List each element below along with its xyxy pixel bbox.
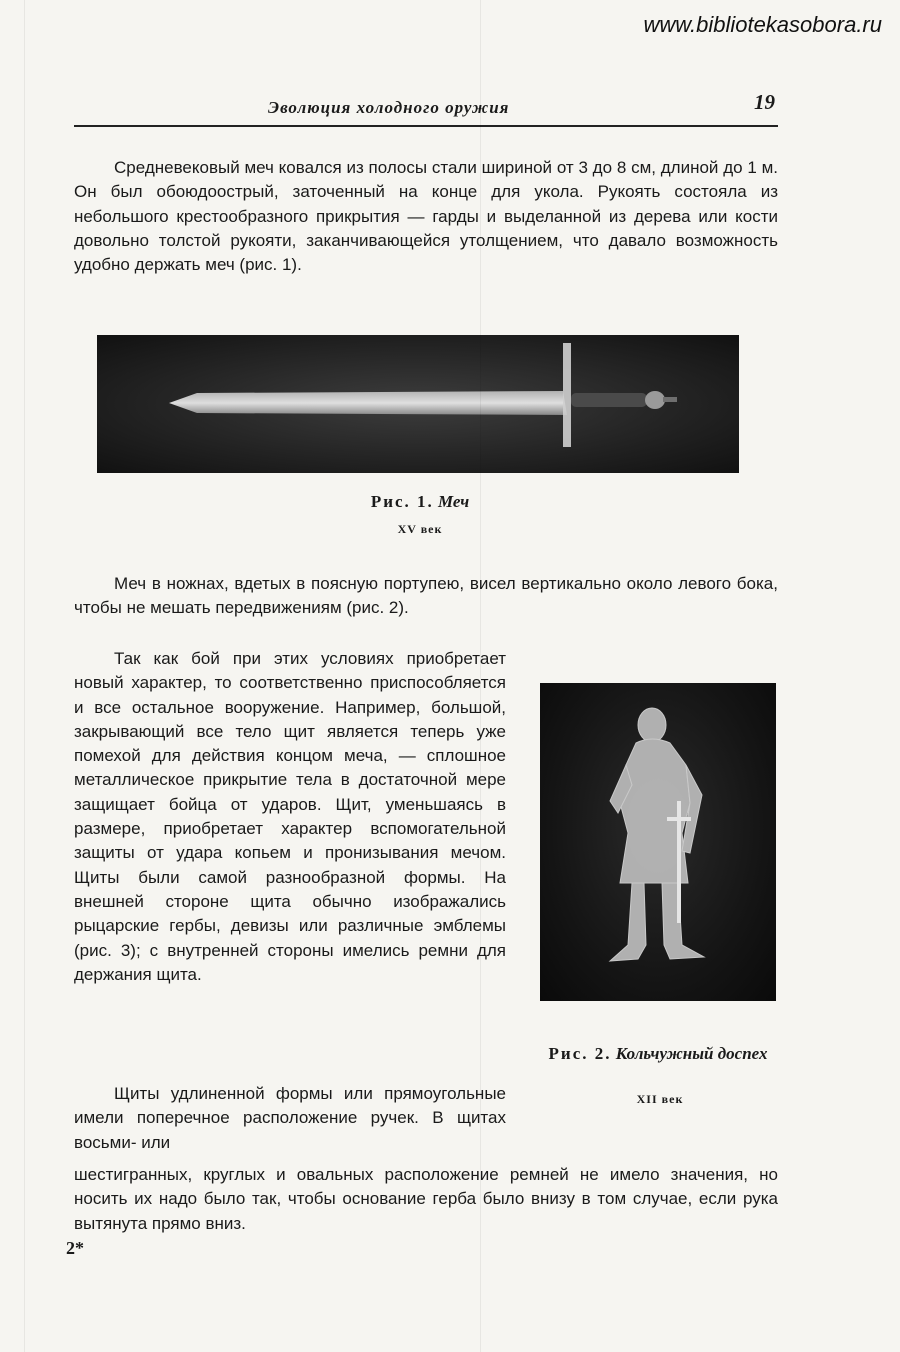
page-number: 19	[754, 90, 775, 114]
figure-2-caption	[540, 1043, 776, 1064]
paragraph-shield-handles: Щиты удлиненной формы или прямоугольные имели поперечное расположение ручек. В щитах восьми- или	[74, 1084, 506, 1152]
knight-illustration	[540, 683, 776, 1001]
figure-2-century: XII век	[636, 1092, 684, 1106]
running-title: Эволюция холодного оружия	[268, 98, 510, 117]
paragraph-sword-description: Средневековый меч ковался из полосы стали шириной от 3 до 8 см, длиной до 1 м. Он был обоюдоострый, заточенный на конце для укола. Рукоять состояла из небольшого крестообразного прикрытия — гарды и выделанной из дерева или кости довольно толстой рукояти, заканчивающейся утолщением, что давало возможность удобно держать меч (рис. 1).	[74, 158, 778, 275]
figure-1-century: XV век	[397, 522, 443, 536]
figure-1-caption	[300, 492, 540, 512]
scan-artifact	[480, 0, 481, 1352]
paragraph-scabbard: Меч в ножнах, вдетых в поясную портупею, висел вертикально около левого бока, чтобы не мешать передвижениям (рис. 2).	[74, 574, 778, 618]
figure-1-title: Меч	[438, 492, 470, 511]
paragraph-shields: Так как бой при этих условиях приобретает новый характер, то соответственно приспособляется и все остальное вооружение. Например, большой, закрывающий все тело щит является теперь уже помехой для действия концом меча, — сплошное металлическое прикрытие тела в достаточной мере защищает бойца от ударов. Щит, уменьшаясь в размере, приобретает характер вспомогательной защиты от удара копьем и пронизывания мечом. Щиты были самой разнообразной формы. На внешней стороне щита обычно изображались рыцарские гербы, девизы или различные эмблемы (рис. 3); с внутренней стороны имелись ремни для держания щита.	[74, 649, 506, 984]
paragraph-shield-straps: шестигранных, круглых и овальных расположение ремней не имело значения, но носить их надо было так, чтобы основание герба было внизу в том случае, если рука вытянута прямо вниз.	[74, 1165, 778, 1233]
figure-2-title: Кольчужный доспех	[615, 1044, 768, 1063]
scan-artifact	[24, 0, 25, 1352]
sword-illustration	[97, 335, 739, 473]
signature-mark: 2*	[66, 1238, 84, 1258]
figure-armor-image	[540, 683, 776, 1001]
header-rule	[74, 125, 778, 127]
site-watermark[interactable]: www.bibliotekasobora.ru	[643, 12, 882, 37]
figure-2-label: Рис. 2.	[548, 1044, 612, 1063]
figure-1-label: Рис. 1.	[370, 492, 434, 511]
figure-sword-image	[97, 335, 739, 473]
